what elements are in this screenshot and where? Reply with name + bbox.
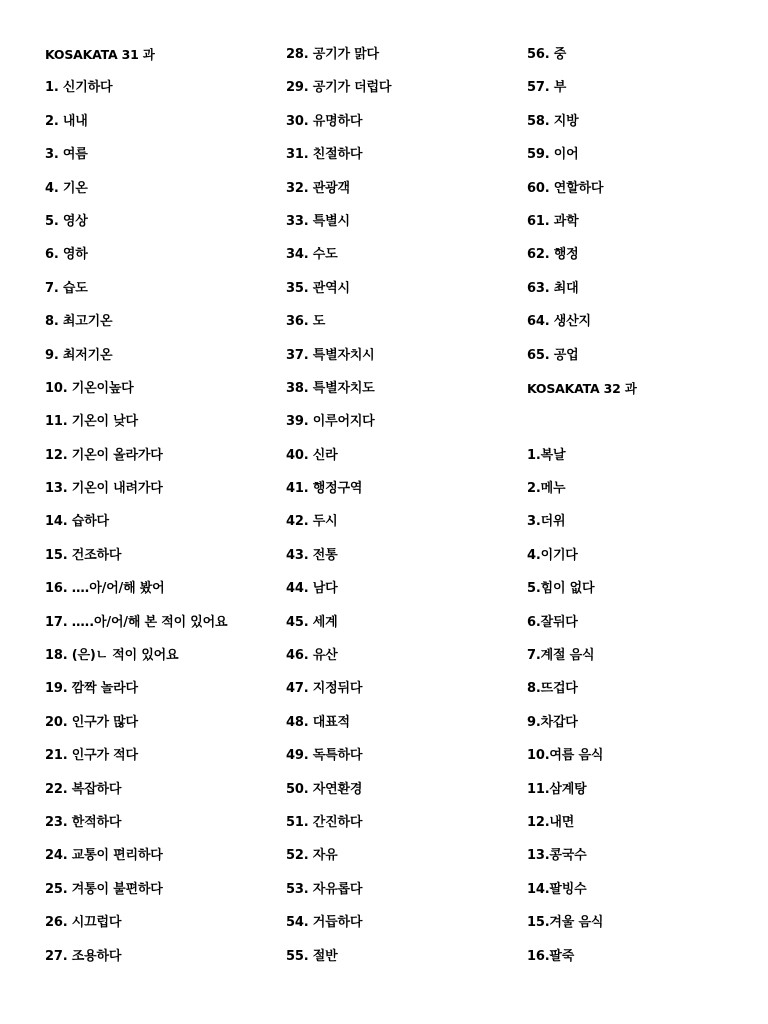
vocab-column-1 [45, 38, 280, 973]
vocab-item: 60. 연할하다 [527, 180, 604, 196]
vocab-item: 3. 여름 [45, 147, 88, 163]
vocab-item: 18. (은)ㄴ 적이 있어요 [45, 648, 179, 664]
vocab-item: 39. 이루어지다 [286, 414, 375, 430]
vocab-item: 49. 독특하다 [286, 748, 363, 764]
vocab-item: 27. 조용하다 [45, 948, 122, 964]
vocab-item: 48. 대표적 [286, 714, 350, 730]
vocab-item: 14.팔빙수 [527, 881, 587, 897]
vocab-item: 16. ….아/어/해 봤어 [45, 581, 165, 597]
vocab-item: 9. 최저기온 [45, 347, 113, 363]
vocab-item: 7.계절 음식 [527, 648, 595, 664]
vocab-item: 50. 자연환경 [286, 781, 363, 797]
vocab-item: 52. 자유 [286, 848, 338, 864]
vocab-item: 64. 생산지 [527, 314, 591, 330]
section-heading: KOSAKATA 32 과 [527, 380, 637, 396]
vocab-item: 23. 한적하다 [45, 814, 122, 830]
vocab-item: 11.삼계탕 [527, 781, 587, 797]
vocab-item: 41. 행정구역 [286, 481, 363, 497]
vocab-item: 4.이기다 [527, 547, 578, 563]
vocab-item: 53. 자유롭다 [286, 881, 363, 897]
vocab-item: 13.콩국수 [527, 848, 587, 864]
vocab-item: 12.내면 [527, 814, 575, 830]
vocab-item: 1. 신기하다 [45, 80, 113, 96]
vocab-item: 7. 습도 [45, 280, 88, 296]
vocab-item: 8.뜨겁다 [527, 681, 578, 697]
vocab-item: 33. 특별시 [286, 213, 350, 229]
vocab-item: 16.팔죽 [527, 948, 575, 964]
vocab-item: 51. 간진하다 [286, 814, 363, 830]
vocab-item: 54. 거듭하다 [286, 915, 363, 931]
vocab-item: 45. 세계 [286, 614, 338, 630]
blank-line [527, 405, 762, 438]
vocab-item: 2. 내내 [45, 113, 88, 129]
vocab-item: 40. 신라 [286, 447, 338, 463]
vocab-item: 8. 최고기온 [45, 314, 113, 330]
vocab-item: 24. 교통이 편리하다 [45, 848, 163, 864]
vocab-item: 62. 행정 [527, 247, 579, 263]
vocab-item: 14. 습하다 [45, 514, 109, 530]
vocab-item: 31. 친절하다 [286, 147, 363, 163]
vocab-item: 10. 기온이높다 [45, 380, 134, 396]
vocab-item: 2.메누 [527, 481, 566, 497]
vocab-item: 15. 건조하다 [45, 547, 122, 563]
vocab-item: 46. 유산 [286, 648, 338, 664]
vocab-item: 3.더위 [527, 514, 566, 530]
vocab-item: 19. 깜짝 놀라다 [45, 681, 138, 697]
vocab-item: 56. 중 [527, 47, 567, 62]
vocab-column-3 [527, 38, 762, 973]
vocab-item: 35. 관역시 [286, 280, 350, 296]
vocab-column-2 [286, 38, 521, 973]
vocab-item: 57. 부 [527, 80, 567, 96]
vocab-item: 5. 영상 [45, 213, 88, 229]
vocab-item: 20. 인구가 많다 [45, 714, 138, 730]
vocab-item: 17. …..아/어/해 본 적이 있어요 [45, 614, 228, 630]
vocab-item: 44. 남다 [286, 581, 338, 597]
vocab-item: 37. 특별자치시 [286, 347, 375, 363]
vocab-item: 36. 도 [286, 314, 326, 330]
vocab-item: 30. 유명하다 [286, 113, 363, 129]
vocab-item: 10.여름 음식 [527, 748, 604, 764]
vocab-item: 58. 지방 [527, 113, 579, 129]
vocab-item: 6.잘뒤다 [527, 614, 578, 630]
vocab-item: 32. 관광객 [286, 180, 350, 196]
vocab-item: 6. 영하 [45, 247, 88, 263]
vocab-item: 28. 공기가 맑다 [286, 47, 379, 62]
vocab-item: 1.복날 [527, 447, 566, 463]
vocab-item: 21. 인구가 적다 [45, 748, 138, 764]
vocab-item: 59. 이어 [527, 147, 579, 163]
vocab-item: 11. 기온이 낮다 [45, 414, 138, 430]
vocab-item: 61. 과학 [527, 213, 579, 229]
vocab-item: 63. 최대 [527, 280, 579, 296]
vocab-item: 5.힘이 없다 [527, 581, 595, 597]
vocab-item: 55. 절반 [286, 948, 338, 964]
vocab-item: 47. 지정뒤다 [286, 681, 363, 697]
vocab-item: 9.차갑다 [527, 714, 578, 730]
vocab-item: 29. 공기가 더럽다 [286, 80, 392, 96]
vocab-item: 34. 수도 [286, 247, 338, 263]
vocab-item: 22. 복잡하다 [45, 781, 122, 797]
vocab-item: 13. 기온이 내려가다 [45, 481, 163, 497]
vocab-item: 15.겨울 음식 [527, 915, 604, 931]
vocab-item: 65. 공업 [527, 347, 579, 363]
vocab-item: 25. 겨통이 불편하다 [45, 881, 163, 897]
vocab-item: 43. 전통 [286, 547, 338, 563]
vocab-item: 38. 특별자치도 [286, 380, 375, 396]
section-heading: KOSAKATA 31 과 [45, 47, 155, 62]
vocab-item: 26. 시끄럽다 [45, 915, 122, 931]
vocab-item: 4. 기온 [45, 180, 88, 196]
vocab-item: 42. 두시 [286, 514, 338, 530]
vocab-item: 12. 기온이 올라가다 [45, 447, 163, 463]
